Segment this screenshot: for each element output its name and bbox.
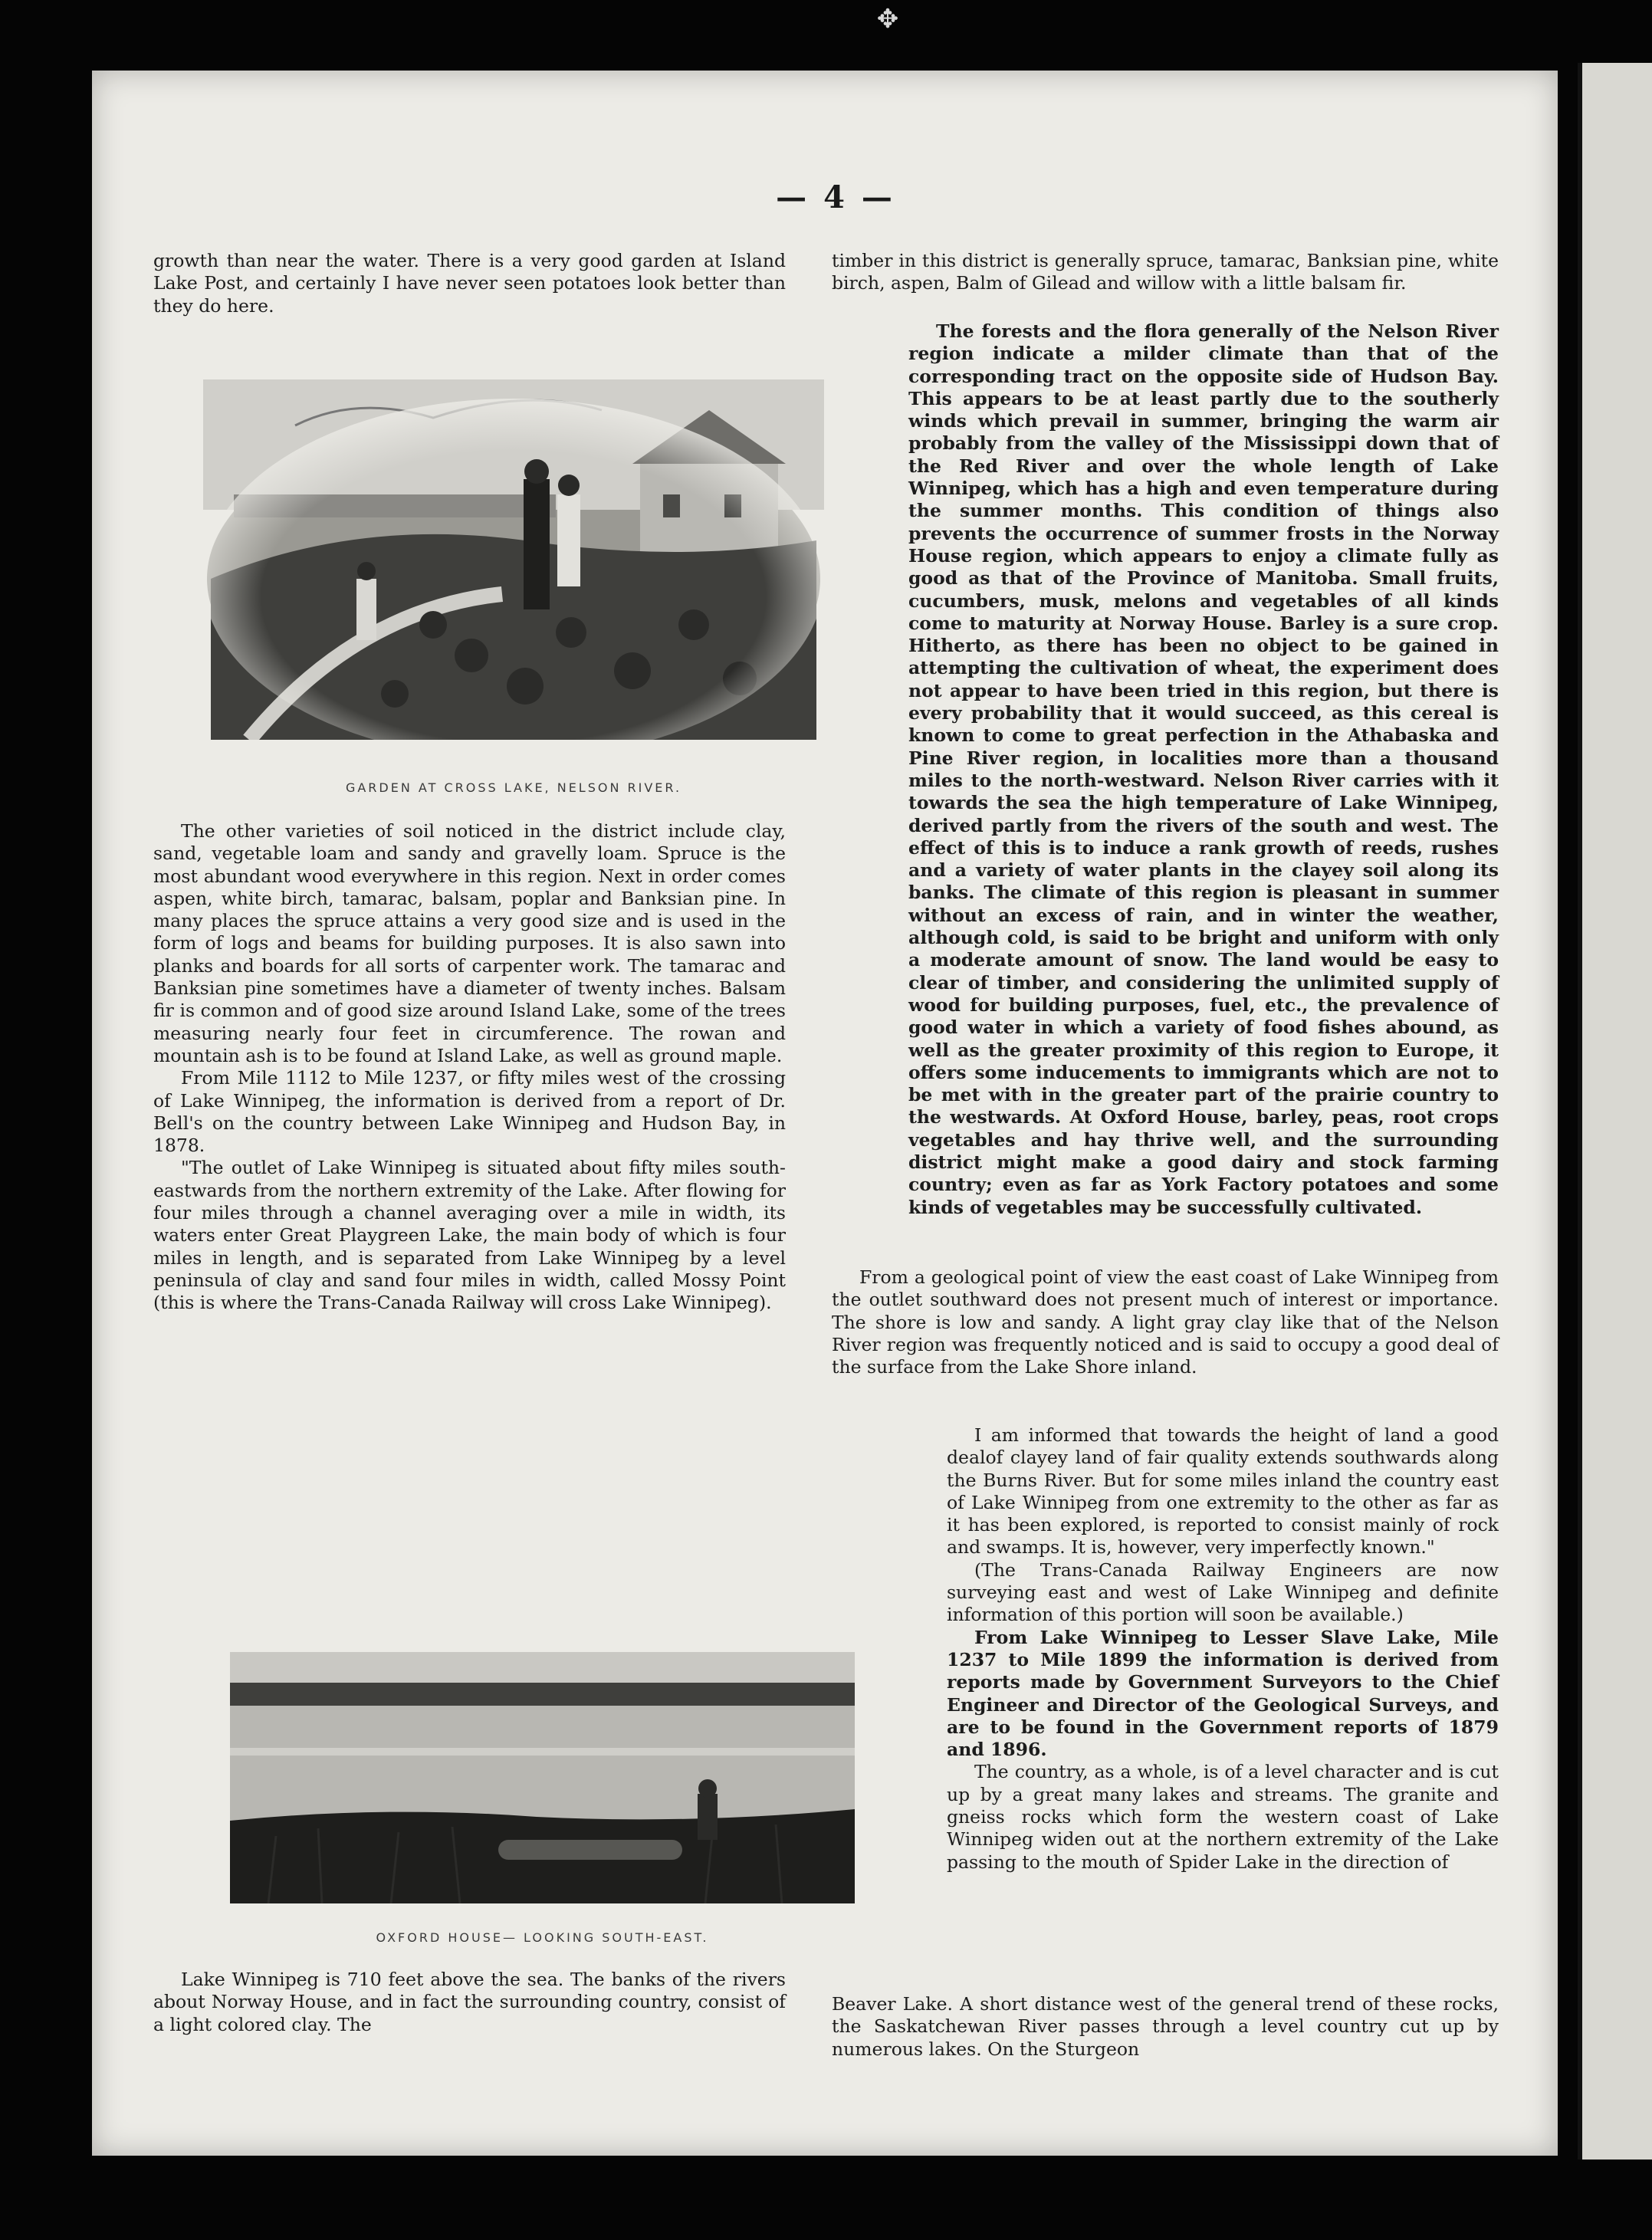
left-paragraph-4: "The outlet of Lake Winnipeg is situated about fifty miles south-eastwards from the northern extremity of the Lake. After flowing for four miles through a channel averaging over a mile in width, its waters enter Great Playgreen Lake, the main body of which is four miles in length, and is separated from Lake Winnipeg by a level peninsula of clay and sand four miles in width, called Mossy Point (this is where the Trans-Canada Railway will cross Lake Winnipeg). [153, 1157, 786, 1314]
right-paragraph-5: (The Trans-Canada Railway Engineers are now surveying east and west of Lake Winnipeg and definite information of this portion will soon be available.) [947, 1558, 1499, 1626]
garden-photo-caption: GARDEN AT CROSS LAKE, NELSON RIVER. [345, 780, 682, 795]
right-column-informed [947, 1424, 1499, 1874]
right-paragraph-3: From a geological point of view the east coast of Lake Winnipeg from the outlet southward does not present much of interest or importance. The shore is low and sandy. A light gray clay like that of the Nelson River region was frequently noticed and is said to occupy a good deal of the surface from the Lake Shore inland. [832, 1266, 1499, 1378]
right-paragraph-6: From Lake Winnipeg to Lesser Slave Lake, Mile 1237 to Mile 1899 the information is derived from reports made by Government Surveyors to the Chief Engineer and Director of the Geological Surveys, and are to be found in the Government reports of 1879 and 1896. [947, 1626, 1499, 1761]
right-column-geology [832, 1266, 1499, 1378]
oxford-house-photo-caption: OXFORD HOUSE— LOOKING SOUTH-EAST. [376, 1930, 709, 1945]
right-column-bottom [832, 1993, 1499, 2061]
oxford-house-photo [230, 1652, 855, 1903]
right-paragraph-4: I am informed that towards the height of land a good dealof clayey land of fair quality extends southwards along the Burns River. But for some miles inland the country east of Lake Winnipeg from one extremity to the other as far as it has been explored, is reported to consist mainly of rock and swamps. It is, however, very imperfectly known." [947, 1424, 1499, 1558]
garden-illustration [203, 379, 824, 740]
oxford-house-illustration [230, 1652, 855, 1903]
right-paragraph-7: The country, as a whole, is of a level character and is cut up by a great many lakes and streams. The granite and gneiss rocks which form the western coast of Lake Winnipeg widen out at the northern extremity of the Lake passing to the mouth of Spider Lake in the direction of [947, 1761, 1499, 1873]
right-paragraph-1: timber in this district is generally spruce, tamarac, Banksian pine, white birch, aspen, Balm of Gilead and willow with a little balsam fir. [832, 250, 1499, 294]
binding-emblem-icon: ✥ [876, 4, 899, 34]
adjacent-page-edge [1578, 63, 1652, 2160]
page-number: — 4 — [776, 179, 895, 215]
left-column-bottom [153, 1969, 786, 2036]
right-column-forests [908, 320, 1499, 1219]
right-paragraph-2: The forests and the flora generally of the Nelson River region indicate a milder climate than that of the corresponding tract on the opposite side of Hudson Bay. This appears to be at least partly due to the southerly winds which prevail in summer, bringing the warm air probably from the valley of the Mississippi down that of the Red River and over the whole length of Lake Winnipeg, which has a high and even temperature during the summer months. This condition of things also prevents the occurrence of summer frosts in the Norway House region, which appears to enjoy a climate fully as good as that of the Province of Manitoba. Small fruits, cucumbers, musk, melons and vegetables of all kinds come to maturity at Norway House. Barley is a sure crop. Hitherto, as there has been no object to be gained in attempting the cultivation of wheat, the experiment does not appear to have been tried in this region, but there is every probability that it would succeed, as this cereal is known to come to great perfection in the Athabaska and Pine River region, in localities more than a thousand miles to the north-westward. Nelson River carries with it towards the sea the high temperature of Lake Winnipeg, derived partly from the rivers of the south and west. The effect of this is to induce a rank growth of reeds, rushes and a variety of water plants in the clayey soil along its banks. The climate of this region is pleasant in summer without an excess of rain, and in winter the weather, although cold, is said to be bright and uniform with only a moderate amount of snow. The land would be easy to clear of timber, and considering the unlimited supply of wood for building purposes, fuel, etc., the prevalence of good water in which a variety of food fishes abound, as well as the greater proximity of this region to Europe, it offers some inducements to immigrants which are not to be met with in the greater part of the prairie country to the westwards. At Oxford House, barley, peas, root crops vegetables and hay thrive well, and the surrounding district might make a good dairy and stock farming country; even as far as York Factory potatoes and some kinds of vegetables may be successfully cultivated. [908, 320, 1499, 1218]
garden-photo [203, 379, 824, 740]
left-paragraph-5: Lake Winnipeg is 710 feet above the sea. The banks of the rivers about Norway House, and in fact the surrounding country, consist of a light colored clay. The [153, 1969, 786, 2035]
left-paragraph-3: From Mile 1112 to Mile 1237, or fifty miles west of the crossing of Lake Winnipeg, the information is derived from a report of Dr. Bell's on the country between Lake Winnipeg and Hudson Bay, in 1878. [153, 1067, 786, 1157]
left-column-top [153, 250, 786, 317]
left-paragraph-1: growth than near the water. There is a very good garden at Island Lake Post, and certainly I have never seen potatoes look better than they do here. [153, 250, 786, 317]
right-column-upper [832, 250, 1499, 295]
left-column-middle [153, 820, 786, 1315]
left-paragraph-2: The other varieties of soil noticed in the district include clay, sand, vegetable loam and sandy and gravelly loam. Spruce is the most abundant wood everywhere in this region. Next in order comes aspen, white birch, tamarac, balsam, poplar and Banksian pine. In many places the spruce attains a very good size and is used in the form of logs and beams for building purposes. It is also sawn into planks and boards for all sorts of carpenter work. The tamarac and Banksian pine sometimes have a diameter of twenty inches. Balsam fir is common and of good size around Island Lake, some of the trees measuring nearly four feet in circumference. The rowan and mountain ash is to be found at Island Lake, as well as ground maple. [153, 820, 786, 1066]
right-paragraph-8: Beaver Lake. A short distance west of the general trend of these rocks, the Saskatchewan River passes through a level country cut up by numerous lakes. On the Sturgeon [832, 1993, 1499, 2060]
